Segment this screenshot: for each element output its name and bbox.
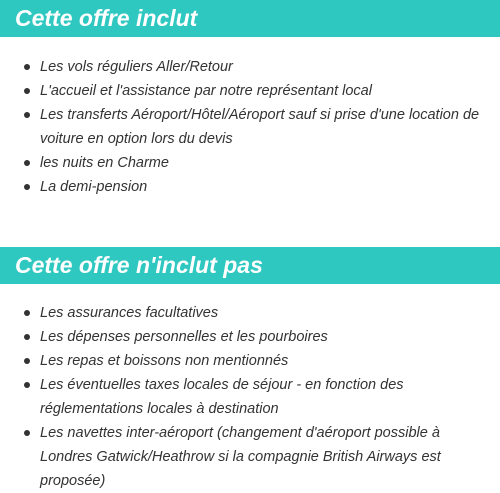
list-item-text: Les vols réguliers Aller/Retour — [40, 59, 233, 75]
list-item-text: Les navettes inter-aéroport (changement d'aéroport possible à Londres Gatwick/Heathrow si la compagnie British Airways est proposée) — [40, 425, 441, 489]
list-item — [0, 349, 500, 373]
bullet-icon — [24, 358, 30, 364]
list-item-text: L'accueil et l'assistance par notre représentant local — [40, 83, 372, 99]
list-item — [0, 175, 500, 199]
offer-excludes-section — [0, 247, 500, 493]
list-item — [0, 151, 500, 175]
bullet-icon — [24, 112, 30, 118]
list-item — [0, 373, 500, 421]
list-item-text: Les assurances facultatives — [40, 305, 219, 321]
offer-excludes-title: Cette offre n'inclut pas — [0, 247, 500, 284]
bullet-icon — [24, 310, 30, 316]
list-item-text: La demi-pension — [40, 179, 148, 195]
bullet-icon — [24, 160, 30, 166]
list-item — [0, 79, 500, 103]
offer-excludes-list — [0, 301, 500, 493]
bullet-icon — [24, 382, 30, 388]
bullet-icon — [24, 430, 30, 436]
bullet-icon — [24, 88, 30, 94]
offer-includes-section — [0, 0, 500, 199]
list-item-text: Les transferts Aéroport/Hôtel/Aéroport sauf si prise d'une location de voiture en option lors du devis — [40, 107, 480, 147]
offer-includes-list — [0, 55, 500, 199]
list-item — [0, 301, 500, 325]
offer-includes-title: Cette offre inclut — [0, 0, 500, 37]
bullet-icon — [24, 334, 30, 340]
list-item-text: Les repas et boissons non mentionnés — [40, 353, 289, 369]
list-item-text: Les dépenses personnelles et les pourboires — [40, 329, 328, 345]
bullet-icon — [24, 184, 30, 190]
list-item — [0, 325, 500, 349]
list-item-text: les nuits en Charme — [40, 155, 169, 171]
bullet-icon — [24, 64, 30, 70]
list-item — [0, 55, 500, 79]
list-item — [0, 421, 500, 493]
list-item-text: Les éventuelles taxes locales de séjour - en fonction des réglementations locales à destination — [40, 377, 404, 417]
list-item — [0, 103, 500, 151]
